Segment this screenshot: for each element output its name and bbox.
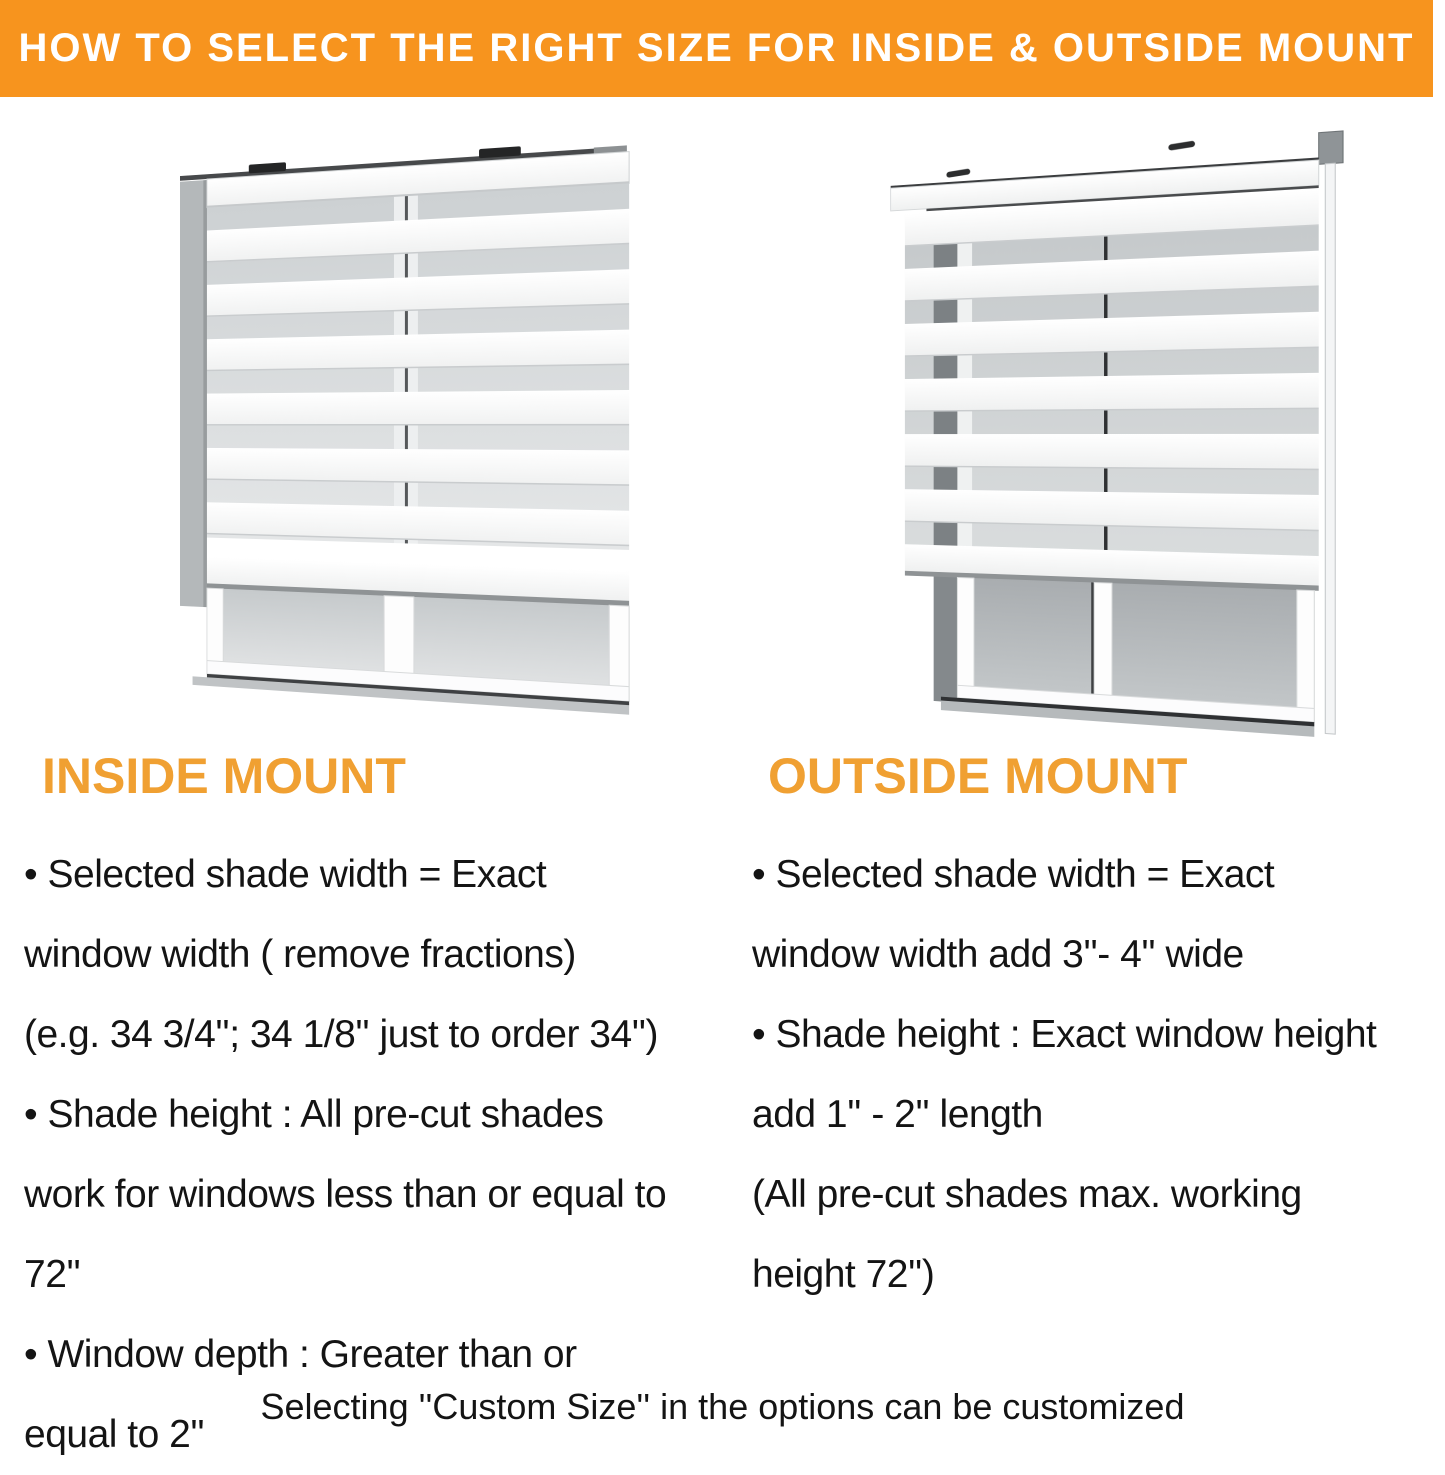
spec-line: • Selected shade width = Exact	[24, 853, 547, 896]
spec-line: (All pre-cut shades max. working	[752, 1173, 1302, 1216]
outside-mount-window-graphic	[887, 122, 1354, 751]
window-with-inside-mounted-zebra-shade	[180, 131, 629, 720]
spec-line: work for windows less than or equal to	[24, 1173, 667, 1216]
lower-window-panes	[193, 587, 630, 714]
zebra-shade-bands	[207, 183, 629, 606]
spec-line: • Shade height : All pre-cut shades	[24, 1093, 604, 1136]
lower-window-panes	[934, 577, 1315, 737]
spec-line: • Window depth : Greater than or	[24, 1333, 577, 1376]
inside-mount-heading: INSIDE MOUNT	[42, 748, 406, 804]
inside-mount-window-graphic	[180, 131, 629, 720]
banner-title: HOW TO SELECT THE RIGHT SIZE FOR INSIDE & OUTSIDE MOUNT	[18, 26, 1415, 70]
spec-line: 72''	[24, 1253, 81, 1296]
spec-line: window width add 3''- 4'' wide	[752, 933, 1244, 976]
zebra-shade-bands	[905, 190, 1319, 591]
title-banner	[0, 0, 1433, 97]
spec-line: equal to 2''	[24, 1413, 205, 1456]
window-with-outside-mounted-zebra-shade	[887, 122, 1354, 751]
spec-line: height 72'')	[752, 1253, 935, 1296]
inside-mount-specs	[24, 835, 734, 1475]
spec-line: • Selected shade width = Exact	[752, 853, 1275, 896]
outside-mount-specs	[752, 835, 1442, 1315]
outside-mount-illustration	[872, 140, 1342, 732]
spec-line: window width ( remove fractions)	[24, 933, 576, 976]
spec-line: • Shade height : Exact window height	[752, 1013, 1377, 1056]
shade-side-channel	[1325, 163, 1335, 734]
spec-line: add 1'' - 2'' length	[752, 1093, 1043, 1136]
spec-line: (e.g. 34 3/4''; 34 1/8'' just to order 34'')	[24, 1013, 659, 1056]
inside-mount-illustration	[166, 148, 618, 704]
custom-size-note: Selecting ''Custom Size'' in the options can be customized	[260, 1386, 1185, 1427]
outside-mount-heading: OUTSIDE MOUNT	[768, 748, 1188, 804]
